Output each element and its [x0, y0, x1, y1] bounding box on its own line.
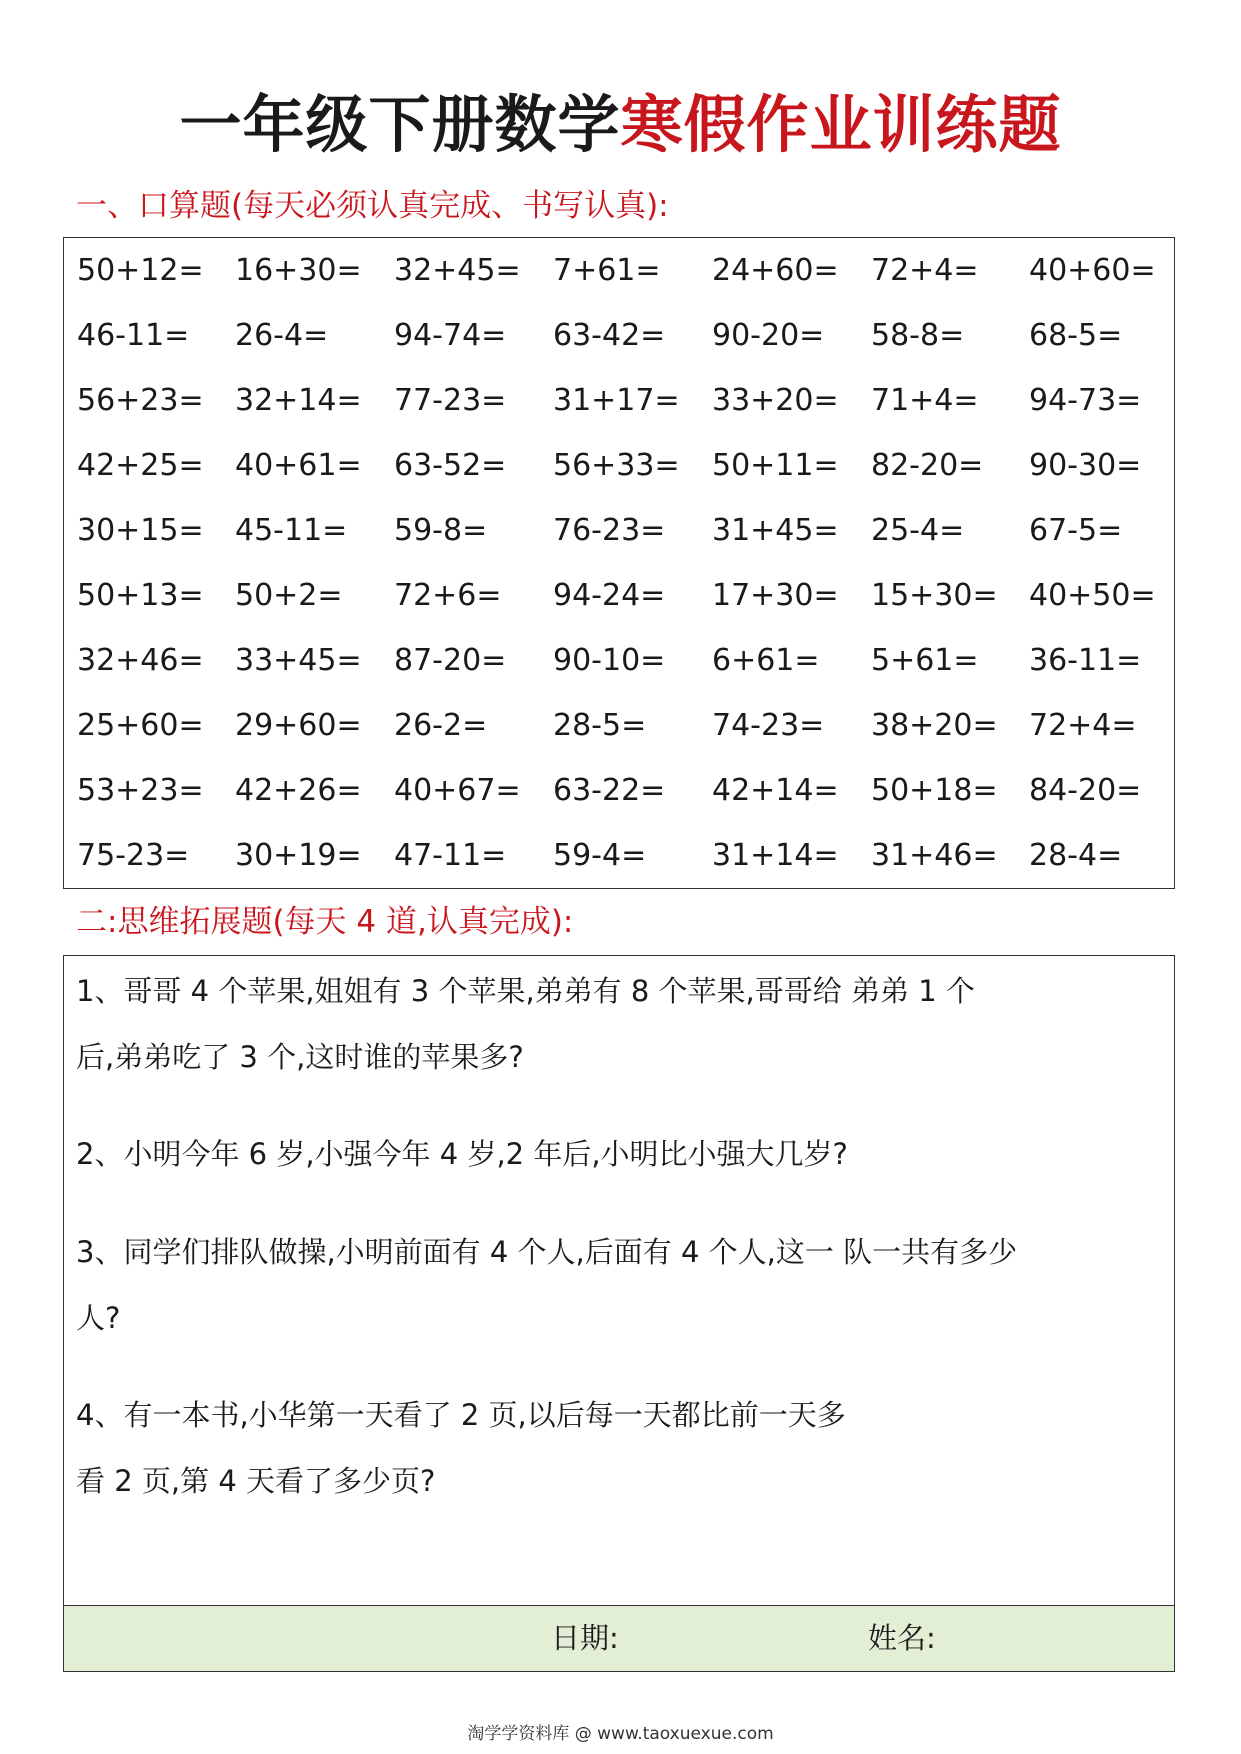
arithmetic-problem: 46-11=	[77, 318, 190, 353]
arithmetic-problem: 77-23=	[394, 383, 507, 418]
arithmetic-problem: 31+45=	[712, 513, 839, 548]
mental-math-table	[63, 237, 1175, 889]
arithmetic-problem: 58-8=	[871, 318, 965, 353]
arithmetic-problem: 90-10=	[553, 643, 666, 678]
table-row	[64, 368, 1174, 433]
arithmetic-problem: 33+45=	[235, 643, 362, 678]
page-title	[0, 82, 1241, 168]
table-row	[64, 693, 1174, 758]
arithmetic-problem: 71+4=	[871, 383, 979, 418]
arithmetic-problem: 87-20=	[394, 643, 507, 678]
arithmetic-problem: 17+30=	[712, 578, 839, 613]
arithmetic-problem: 82-20=	[871, 448, 984, 483]
arithmetic-problem: 31+17=	[553, 383, 680, 418]
arithmetic-problem: 72+4=	[871, 253, 979, 288]
arithmetic-problem: 32+45=	[394, 253, 521, 288]
arithmetic-problem: 42+26=	[235, 773, 362, 808]
problem-line-6: 4、有一本书,小华第一天看了 2 页,以后每一天都比前一天多	[76, 1398, 846, 1432]
table-row	[64, 563, 1174, 628]
arithmetic-problem: 63-42=	[553, 318, 666, 353]
arithmetic-problem: 40+60=	[1029, 253, 1156, 288]
arithmetic-problem: 25-4=	[871, 513, 965, 548]
arithmetic-problem: 74-23=	[712, 708, 825, 743]
arithmetic-problem: 30+15=	[77, 513, 204, 548]
title-black-part: 一年级下册数学	[179, 88, 621, 161]
arithmetic-problem: 24+60=	[712, 253, 839, 288]
footer-bar	[64, 1605, 1174, 1671]
arithmetic-problem: 29+60=	[235, 708, 362, 743]
arithmetic-problem: 28-5=	[553, 708, 647, 743]
title-red-part: 寒假作业训练题	[620, 88, 1062, 161]
arithmetic-problem: 38+20=	[871, 708, 998, 743]
arithmetic-problem: 40+61=	[235, 448, 362, 483]
table-row	[64, 433, 1174, 498]
arithmetic-problem: 59-8=	[394, 513, 488, 548]
problem-line-1: 1、哥哥 4 个苹果,姐姐有 3 个苹果,弟弟有 8 个苹果,哥哥给 弟弟 1 个	[76, 974, 975, 1008]
arithmetic-problem: 42+25=	[77, 448, 204, 483]
arithmetic-problem: 15+30=	[871, 578, 998, 613]
arithmetic-problem: 33+20=	[712, 383, 839, 418]
arithmetic-problem: 94-74=	[394, 318, 507, 353]
thinking-problems-box	[63, 955, 1175, 1672]
table-row	[64, 823, 1174, 888]
arithmetic-problem: 67-5=	[1029, 513, 1123, 548]
arithmetic-problem: 59-4=	[553, 838, 647, 873]
arithmetic-problem: 94-73=	[1029, 383, 1142, 418]
arithmetic-problem: 16+30=	[235, 253, 362, 288]
arithmetic-problem: 94-24=	[553, 578, 666, 613]
arithmetic-problem: 53+23=	[77, 773, 204, 808]
arithmetic-problem: 56+23=	[77, 383, 204, 418]
arithmetic-problem: 47-11=	[394, 838, 507, 873]
arithmetic-problem: 5+61=	[871, 643, 979, 678]
arithmetic-problem: 28-4=	[1029, 838, 1123, 873]
arithmetic-problem: 6+61=	[712, 643, 820, 678]
arithmetic-problem: 50+12=	[77, 253, 204, 288]
arithmetic-problem: 63-22=	[553, 773, 666, 808]
arithmetic-problem: 90-30=	[1029, 448, 1142, 483]
arithmetic-problem: 50+18=	[871, 773, 998, 808]
arithmetic-problem: 56+33=	[553, 448, 680, 483]
arithmetic-problem: 31+46=	[871, 838, 998, 873]
arithmetic-problem: 26-4=	[235, 318, 329, 353]
arithmetic-problem: 36-11=	[1029, 643, 1142, 678]
arithmetic-problem: 72+6=	[394, 578, 502, 613]
arithmetic-problem: 50+2=	[235, 578, 343, 613]
date-label: 日期:	[551, 1621, 619, 1655]
table-row	[64, 628, 1174, 693]
arithmetic-problem: 32+46=	[77, 643, 204, 678]
arithmetic-problem: 84-20=	[1029, 773, 1142, 808]
problem-line-2: 后,弟弟吃了 3 个,这时谁的苹果多?	[76, 1040, 524, 1074]
arithmetic-problem: 75-23=	[77, 838, 190, 873]
arithmetic-problem: 31+14=	[712, 838, 839, 873]
arithmetic-problem: 30+19=	[235, 838, 362, 873]
arithmetic-problem: 7+61=	[553, 253, 661, 288]
arithmetic-problem: 72+4=	[1029, 708, 1137, 743]
table-row	[64, 303, 1174, 368]
site-watermark: 淘学学资料库 @ www.taoxuexue.com	[467, 1724, 774, 1744]
section2-heading: 二:思维拓展题(每天 4 道,认真完成):	[76, 904, 574, 940]
name-label: 姓名:	[868, 1621, 936, 1655]
arithmetic-problem: 68-5=	[1029, 318, 1123, 353]
problem-line-3: 2、小明今年 6 岁,小强今年 4 岁,2 年后,小明比小强大几岁?	[76, 1137, 848, 1171]
arithmetic-problem: 40+67=	[394, 773, 521, 808]
problem-line-4: 3、同学们排队做操,小明前面有 4 个人,后面有 4 个人,这一 队一共有多少	[76, 1235, 1018, 1269]
table-row	[64, 758, 1174, 823]
arithmetic-problem: 42+14=	[712, 773, 839, 808]
table-row	[64, 238, 1174, 303]
section1-heading: 一、口算题(每天必须认真完成、书写认真):	[76, 188, 669, 224]
arithmetic-problem: 40+50=	[1029, 578, 1156, 613]
arithmetic-problem: 63-52=	[394, 448, 507, 483]
arithmetic-problem: 45-11=	[235, 513, 348, 548]
arithmetic-problem: 25+60=	[77, 708, 204, 743]
arithmetic-problem: 50+13=	[77, 578, 204, 613]
table-row	[64, 498, 1174, 563]
arithmetic-problem: 50+11=	[712, 448, 839, 483]
arithmetic-problem: 90-20=	[712, 318, 825, 353]
problem-line-7: 看 2 页,第 4 天看了多少页?	[76, 1464, 436, 1498]
problem-line-5: 人?	[76, 1301, 121, 1335]
arithmetic-problem: 26-2=	[394, 708, 488, 743]
arithmetic-problem: 76-23=	[553, 513, 666, 548]
arithmetic-problem: 32+14=	[235, 383, 362, 418]
